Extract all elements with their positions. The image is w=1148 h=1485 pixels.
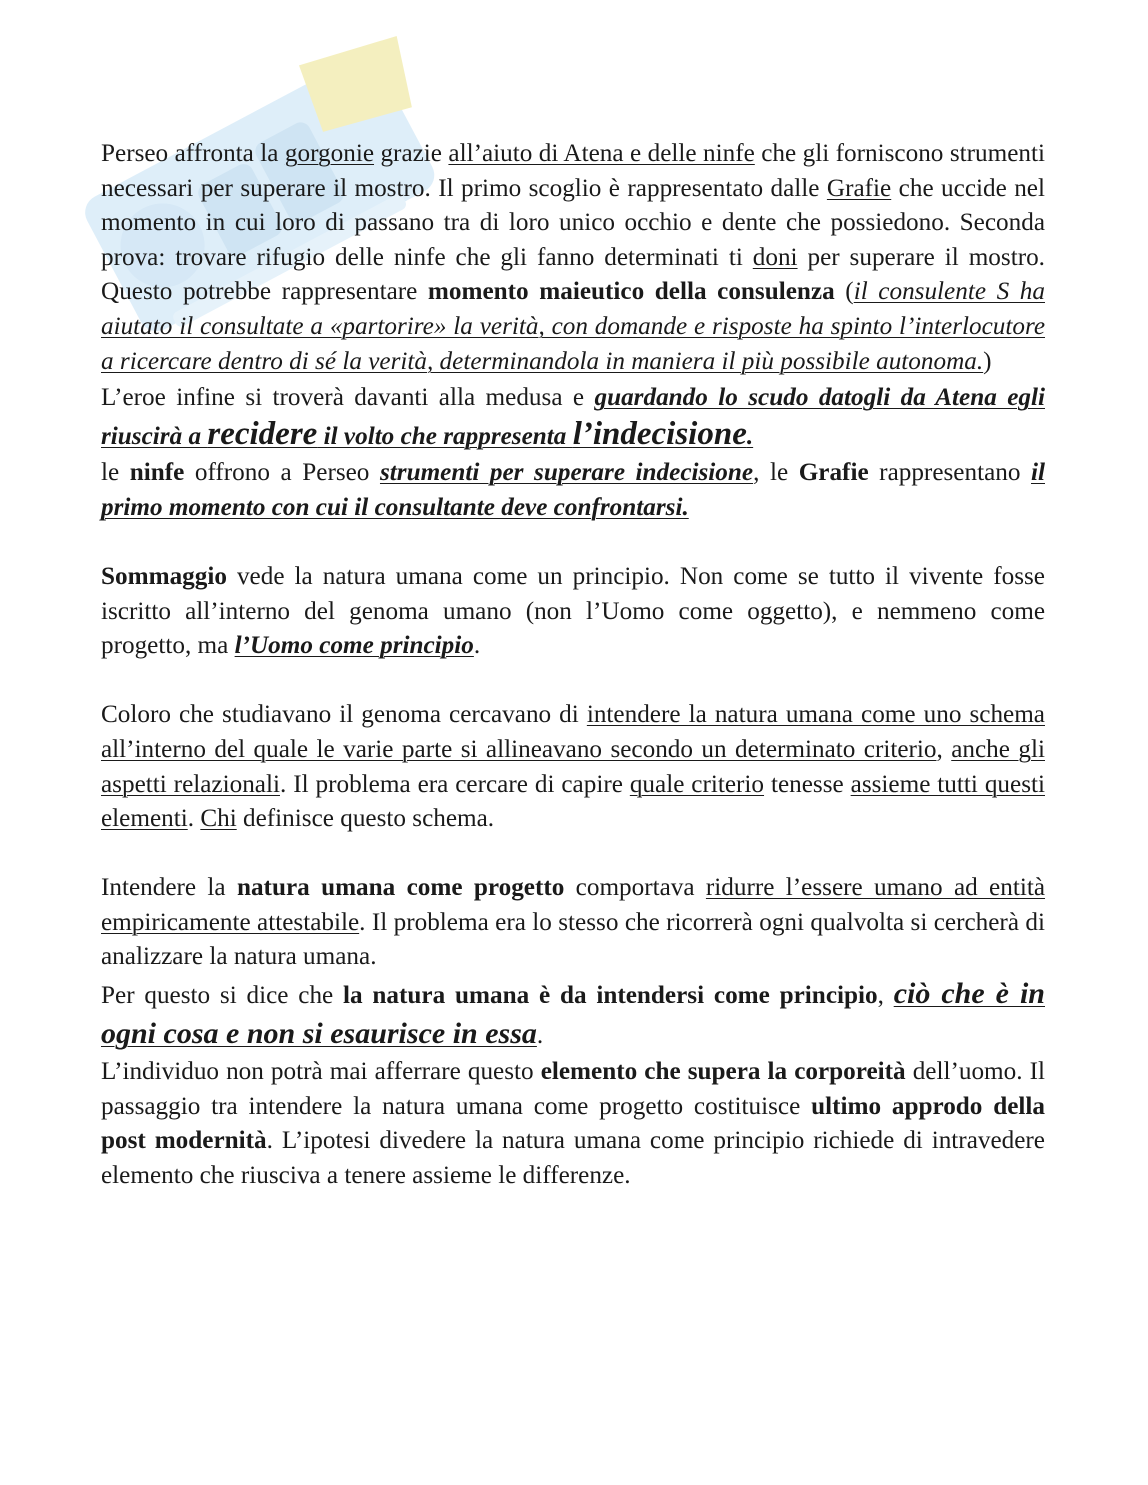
- text-run: momento maieutico della consulenza: [427, 278, 835, 306]
- text-run: l’Uomo come principio: [234, 632, 474, 660]
- text-run: Intendere la: [101, 874, 237, 902]
- text-run: .: [473, 632, 481, 660]
- text-run: il volto che rappresenta: [317, 423, 573, 451]
- text-run: intendere la natura umana come uno schema all’interno del quale le varie parte si allineavano secondo un determinato criterio: [101, 701, 1045, 763]
- text-run: comportava: [564, 874, 706, 902]
- paragraph-individuo: [101, 1055, 1045, 1193]
- text-run: assieme tutti questi elementi: [101, 770, 1045, 833]
- text-run: , le: [753, 459, 799, 487]
- text-run: definisce questo schema.: [236, 805, 495, 833]
- text-run: vede la natura umana come un principio. Non come se tutto il vivente fosse iscritto all’interno del genoma umano (non l’Uomo come oggetto), e nemmeno come progetto, ma: [101, 562, 1045, 660]
- text-run: natura umana come progetto: [236, 874, 565, 902]
- text-run: (: [834, 278, 854, 306]
- paragraph-ninfe-grafie: [101, 456, 1045, 525]
- text-run: gorgonie: [284, 140, 375, 167]
- blank-line: [101, 664, 1045, 699]
- text-run: Chi: [200, 805, 237, 833]
- blank-line: [101, 525, 1045, 560]
- text-run: anche gli aspetti relazionali: [101, 735, 1045, 798]
- text-run: che gli forniscono strumenti necessari per superare il mostro. Il primo scoglio è rappresentato dalle: [101, 140, 1045, 202]
- text-run: . L’ipotesi divedere la natura umana come principio richiede di intravedere elemento che riusciva a tenere assieme le differenze.: [101, 1127, 1045, 1189]
- text-run: le: [101, 459, 130, 487]
- text-run: per superare il mostro. Questo potrebbe rappresentare: [101, 243, 1045, 306]
- text-run: Perseo affronta la: [101, 140, 285, 167]
- paragraph-natura-progetto: [101, 871, 1045, 975]
- paragraph-perseo: [101, 137, 1045, 379]
- text-run: grazie: [374, 140, 449, 167]
- text-run: guardando lo scudo datogli da Atena egli riuscirà a: [101, 384, 1045, 451]
- text-run: ,: [936, 735, 952, 763]
- text-run: elemento che supera la corporeità: [540, 1058, 906, 1086]
- text-run: quale criterio: [629, 770, 765, 798]
- text-run: ultimo approdo della post modernità: [101, 1092, 1045, 1155]
- text-run: . Il problema era cercare di capire: [279, 770, 630, 798]
- text-run: ): [983, 347, 992, 375]
- text-run: l’indecisione: [572, 416, 747, 453]
- text-run: ,: [877, 982, 894, 1010]
- paragraph-sommaggio: [101, 560, 1045, 664]
- text-run: ciò che è in ogni cosa e non si esaurisce in essa: [101, 977, 1045, 1051]
- text-run: Coloro che studiavano il genoma cercavano di: [101, 701, 587, 729]
- text-run: . Il problema era lo stesso che ricorrerà ogni qualvolta si cercherà di analizzare la natura umana.: [101, 908, 1045, 971]
- paragraph-genoma: [101, 698, 1045, 836]
- text-run: Grafie: [798, 459, 869, 487]
- text-run: ninfe: [129, 459, 185, 487]
- text-run: rappresentano: [868, 459, 1031, 487]
- text-run: dell’uomo. Il passaggio tra intendere la natura umana come progetto costituisce: [101, 1058, 1045, 1120]
- document-body: [101, 137, 1045, 1193]
- text-run: .: [187, 805, 201, 833]
- text-run: Per questo si dice che: [101, 982, 344, 1010]
- text-run: .: [746, 423, 754, 451]
- blank-line: [101, 837, 1045, 872]
- text-run: il consulente S ha aiutato il consultate a «partorire» la verità, con domande e risposte ha spinto l’interlocutore a ricercare dentro di sé la verità, determinandola in maniera il più possibile autonoma.: [101, 278, 1045, 375]
- text-run: L’individuo non potrà mai afferrare questo: [101, 1058, 541, 1086]
- text-run: la natura umana è da intendersi come principio: [343, 982, 878, 1010]
- text-run: recidere: [207, 416, 318, 453]
- text-run: all’aiuto di Atena e delle ninfe: [448, 140, 755, 167]
- text-run: L’eroe infine si troverà davanti alla medusa e: [101, 384, 595, 412]
- text-run: tenesse: [764, 770, 851, 798]
- text-run: Sommaggio: [101, 562, 227, 590]
- text-run: il primo momento con cui il consultante deve confrontarsi.: [101, 459, 1045, 521]
- text-run: Grafie: [826, 174, 892, 202]
- paragraph-natura-principio: [101, 975, 1045, 1055]
- text-run: offrono a Perseo: [184, 459, 380, 487]
- text-run: doni: [752, 243, 798, 271]
- text-run: che uccide nel momento in cui loro di passano tra di loro unico occhio e dente che possiedono. Seconda prova: trovare rifugio delle ninfe che gli fanno determinati ti: [101, 174, 1045, 271]
- text-run: .: [536, 1022, 544, 1050]
- text-run: ridurre l’essere umano ad entità empiricamente attestabile: [101, 874, 1046, 936]
- text-run: strumenti per superare indecisione: [379, 459, 754, 487]
- paragraph-eroe-medusa: [101, 379, 1045, 456]
